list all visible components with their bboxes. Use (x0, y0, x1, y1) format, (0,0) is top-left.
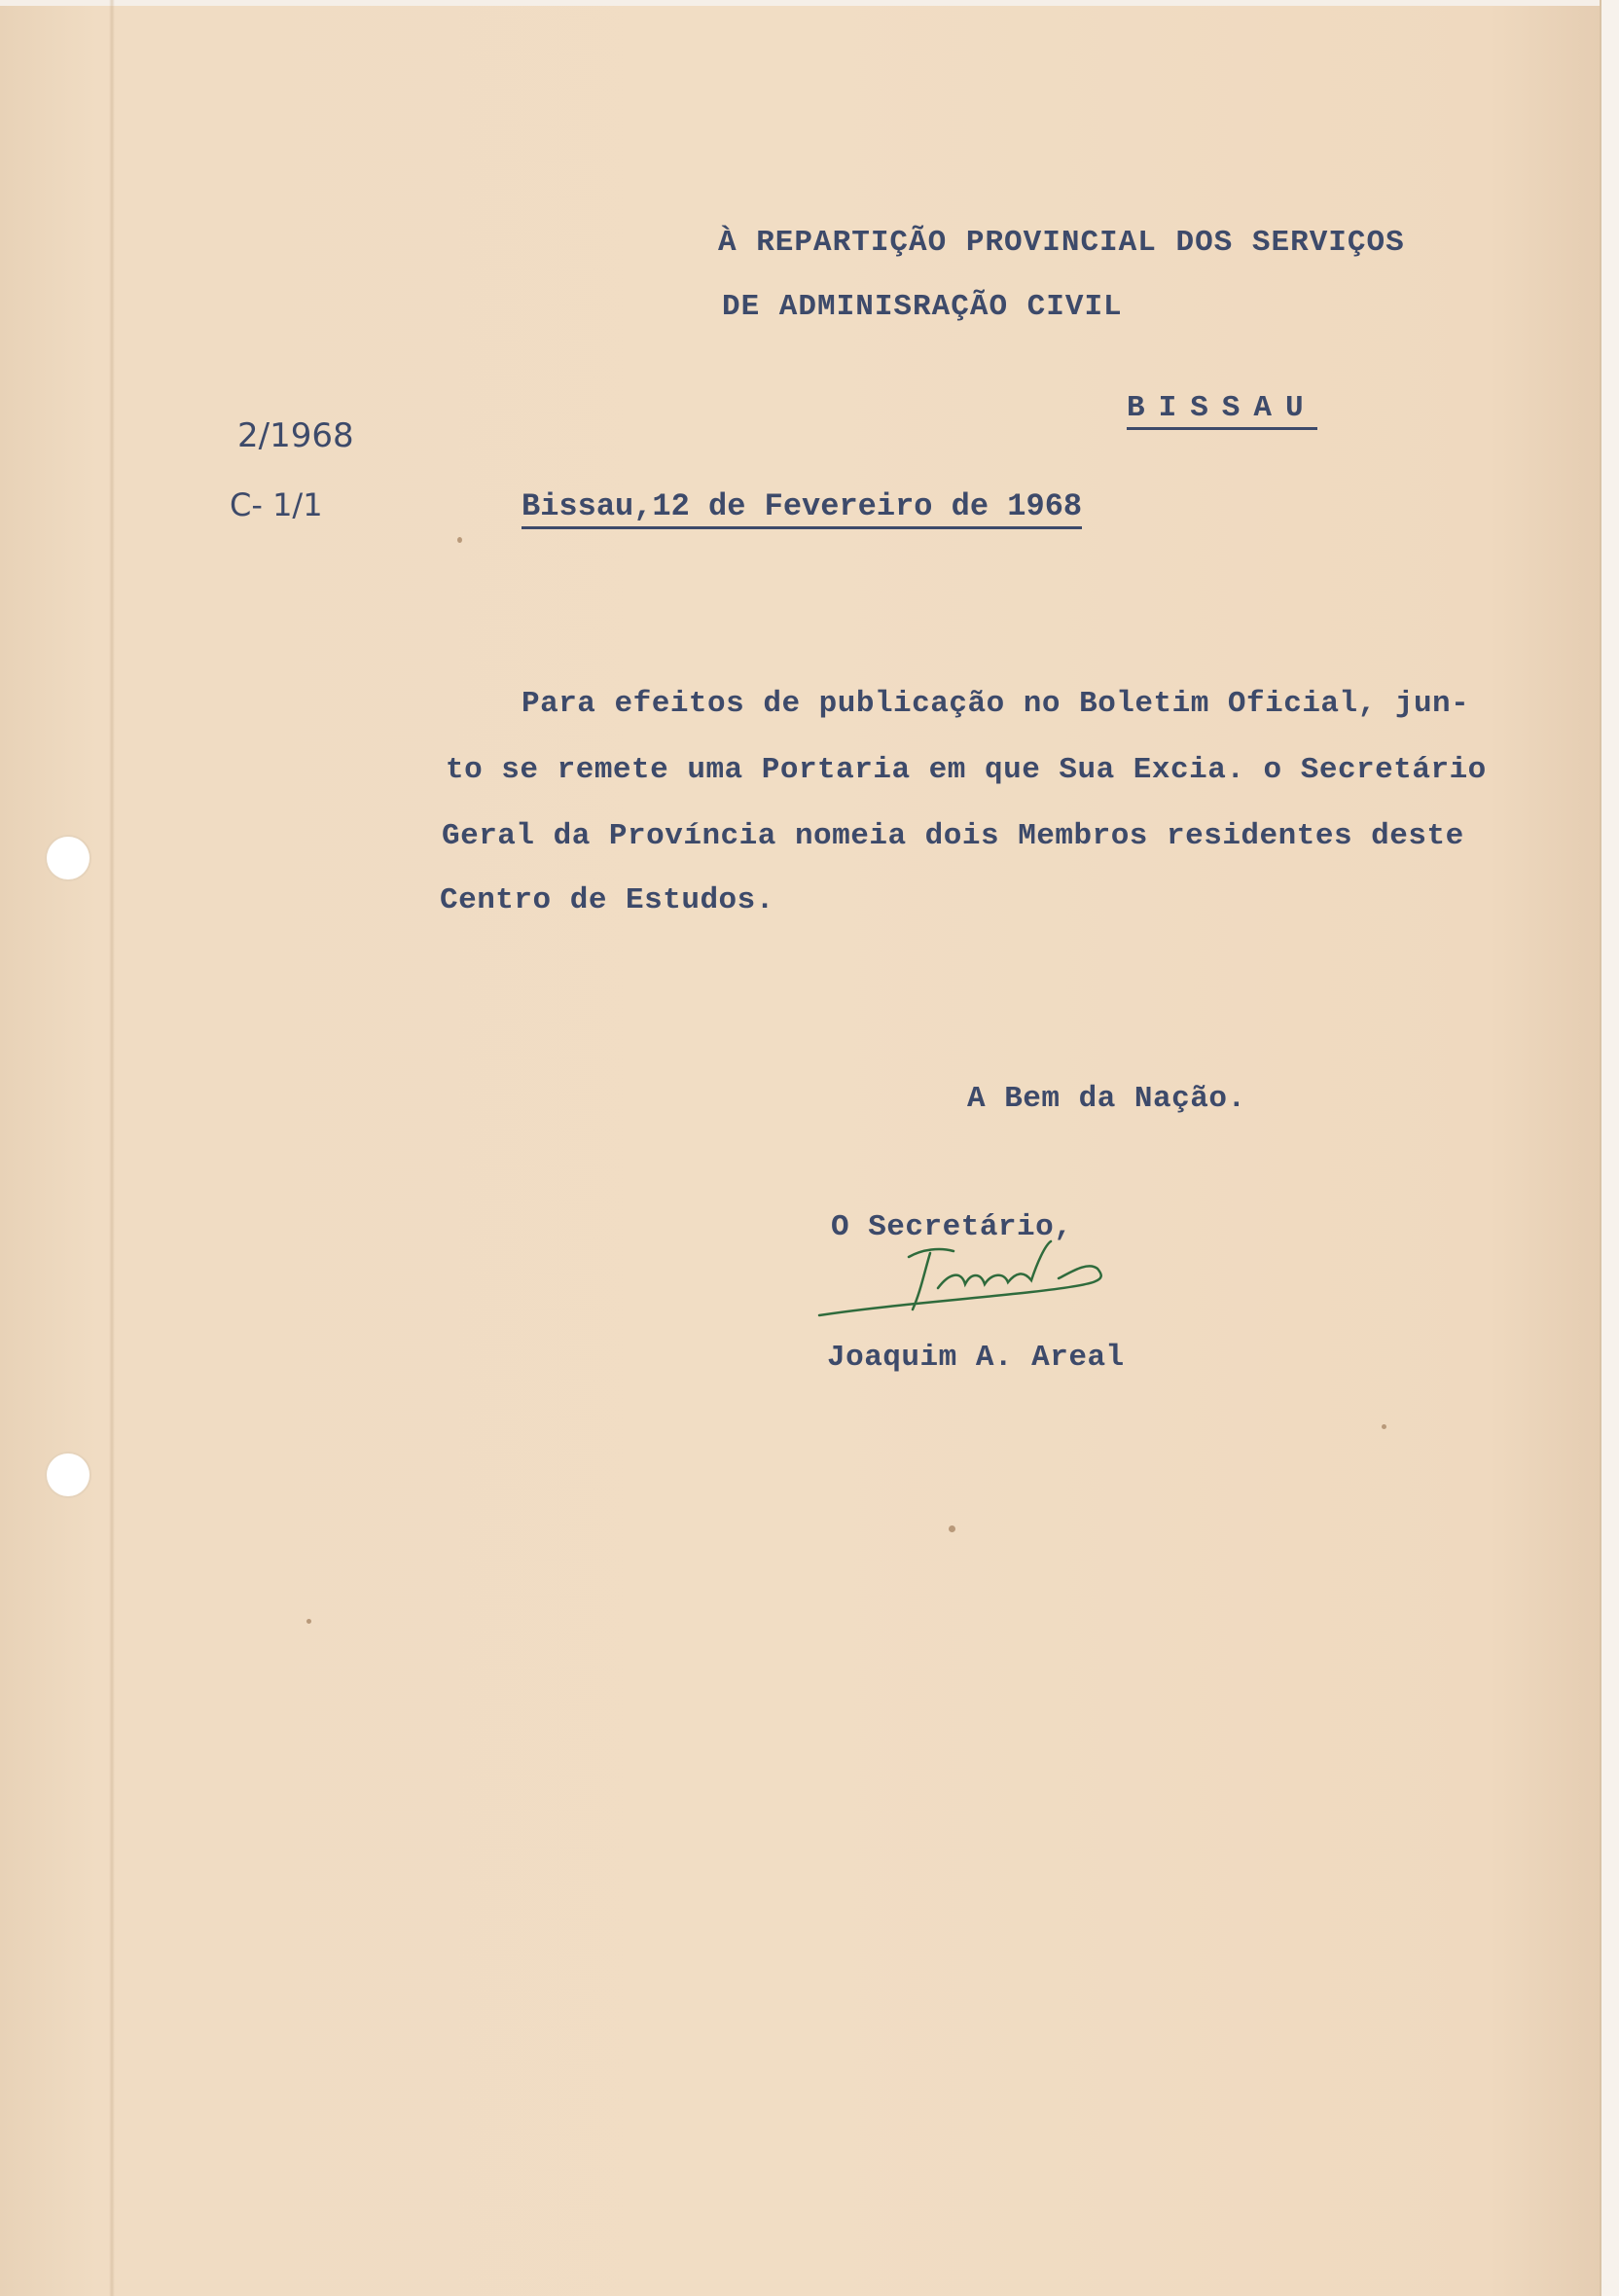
signature-image (815, 1234, 1127, 1327)
body-line: Para efeitos de publicação no Boletim Oficial, jun- (522, 687, 1470, 721)
paper-top-edge (0, 0, 1619, 6)
punch-hole-lower (47, 1453, 90, 1496)
recipient-line-1: À REPARTIÇÃO PROVINCIAL DOS SERVIÇOS (718, 226, 1405, 260)
signatory-title: O Secretário, (831, 1210, 1073, 1244)
recipient-line-2: DE ADMINISRAÇÃO CIVIL (722, 290, 1123, 324)
paper-speck (1382, 1424, 1386, 1429)
paper-speck (457, 537, 462, 543)
paper-speck (306, 1619, 311, 1624)
body-line: Geral da Província nomeia dois Membros residentes deste (442, 819, 1464, 853)
reference-code: C- 1/1 (230, 486, 323, 523)
body-line: to se remete uma Portaria em que Sua Excia. o Secretário (446, 753, 1487, 787)
body-line: Centro de Estudos. (440, 883, 774, 917)
paper-fold-line (109, 0, 115, 2296)
paper-right-edge (1600, 0, 1619, 2296)
signatory-name: Joaquim A. Areal (827, 1341, 1125, 1375)
recipient-city: BISSAU (1127, 391, 1317, 430)
document-date: Bissau,12 de Fevereiro de 1968 (522, 488, 1082, 529)
closing-salutation: A Bem da Nação. (967, 1082, 1246, 1116)
punch-hole-upper (47, 837, 90, 879)
paper-speck (949, 1525, 955, 1532)
reference-number: 2/1968 (237, 416, 354, 455)
